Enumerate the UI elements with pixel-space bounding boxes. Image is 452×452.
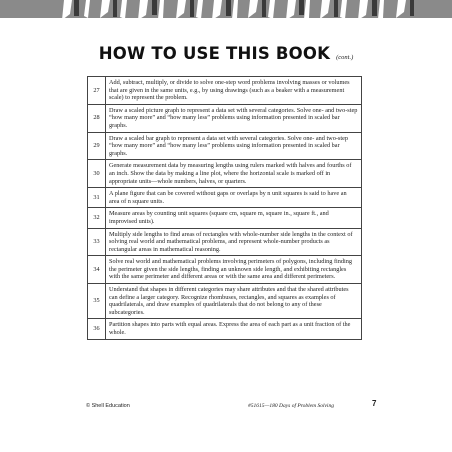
standard-row	[88, 256, 362, 284]
standard-description: Measure areas by counting unit squares (square cm, square m, square in., square ft., and improvised units).	[106, 208, 362, 228]
standard-description: Multiply side lengths to find areas of rectangles with whole-number side lengths in the context of solving real world and mathematical problems, and represent whole-number products as rectangular areas in mathematical reasoning.	[106, 228, 362, 256]
standard-number: 28	[88, 104, 106, 132]
standard-description: Generate measurement data by measuring lengths using rulers marked with halves and fourths of an inch. Show the data by making a line plot, where the horizontal scale is marked off in appropriate units—whole numbers, halves, or quarters.	[106, 160, 362, 188]
title-text: HOW TO USE THIS BOOK	[98, 44, 331, 63]
standard-description: Draw a scaled picture graph to represent a data set with several categories. Solve one- and two-step “how many more” and “how many less” problems using information presented in scaled bar graphs.	[106, 104, 362, 132]
standard-row	[88, 284, 362, 319]
standard-description: Add, subtract, multiply, or divide to solve one-step word problems involving masses or volumes that are given in the same units, e.g., by using drawings (such as a beaker with a measurement scale) to represent the problem.	[106, 77, 362, 105]
standard-description: Draw a scaled bar graph to represent a data set with several categories. Solve one- and two-step “how many more” and “how many less” problems using information presented in scaled bar graphs.	[106, 132, 362, 160]
standard-number: 34	[88, 256, 106, 284]
standard-row	[88, 208, 362, 228]
title-subtitle: (cont.)	[336, 54, 354, 61]
standard-number: 31	[88, 188, 106, 208]
standard-row	[88, 132, 362, 160]
standard-number: 33	[88, 228, 106, 256]
page-title	[0, 44, 452, 64]
standard-number: 35	[88, 284, 106, 319]
standard-number: 29	[88, 132, 106, 160]
standard-description: Solve real world and mathematical problems involving perimeters of polygons, including finding the perimeter given the side lengths, finding an unknown side length, and exhibiting rectangles with the same perimeter and different areas or with the same area and different perimeters.	[106, 256, 362, 284]
standard-row	[88, 228, 362, 256]
page-number: 7	[372, 399, 377, 408]
standard-number: 30	[88, 160, 106, 188]
footer-book-title: #51615—180 Days of Problem Solving	[248, 403, 334, 409]
standards-table	[87, 76, 362, 340]
standard-row	[88, 160, 362, 188]
standard-row	[88, 77, 362, 105]
standard-row	[88, 188, 362, 208]
standard-row	[88, 319, 362, 339]
standard-number: 32	[88, 208, 106, 228]
standard-description: A plane figure that can be covered without gaps or overlaps by n unit squares is said to have an area of n square units.	[106, 188, 362, 208]
standards-table-body	[88, 77, 362, 340]
standard-number: 36	[88, 319, 106, 339]
standard-description: Understand that shapes in different categories may share attributes and that the shared attributes can define a larger category. Recognize rhombuses, rectangles, and squares as examples of quadrilaterals, and draw examples of quadrilaterals that do not belong to any of these subcategories.	[106, 284, 362, 319]
decorative-stripe-banner	[0, 0, 452, 24]
standard-description: Partition shapes into parts with equal areas. Express the area of each part as a unit fraction of the whole.	[106, 319, 362, 339]
standard-number: 27	[88, 77, 106, 105]
footer-copyright: © Shell Education	[86, 403, 130, 409]
standard-row	[88, 104, 362, 132]
